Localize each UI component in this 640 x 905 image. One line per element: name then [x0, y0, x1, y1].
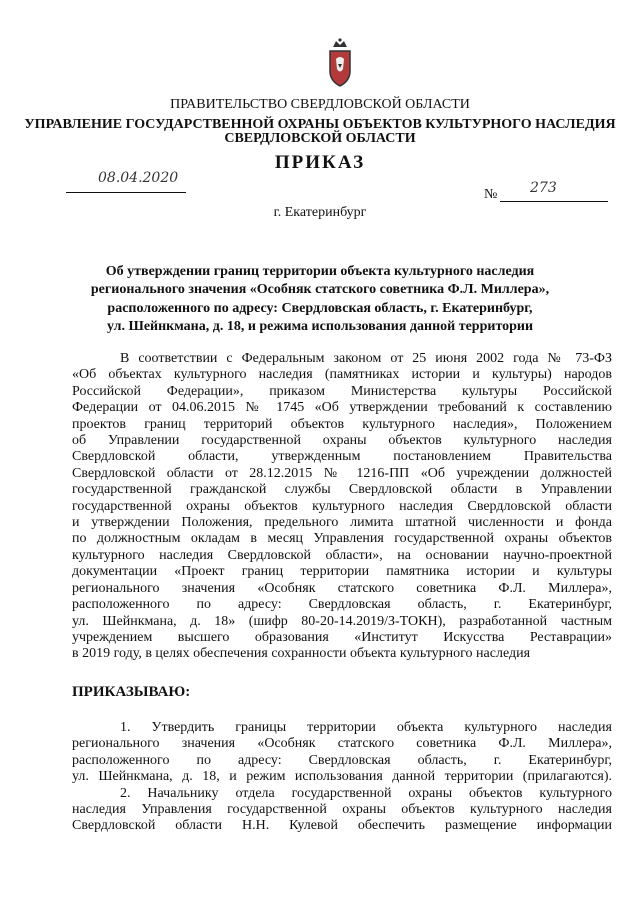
preamble-line: государственной охраны объектов культурного наследия Свердловской области — [72, 498, 612, 514]
preamble-line: В соответствии с Федеральным законом от 25 июня 2002 года № 73-ФЗ — [120, 351, 612, 366]
item-line: регионального значения «Особняк статского советника Ф.Л. Миллера», — [72, 736, 612, 752]
preamble-line: Федерации от 04.06.2015 № 1745 «Об утверждении требований к составлению — [72, 400, 612, 416]
preamble-line: проектов границ территорий объектов культурного наследия», Положением — [72, 416, 612, 432]
number-field — [500, 180, 608, 202]
handwritten-number: 273 — [530, 180, 557, 196]
order-heading: ПРИКАЗЫВАЮ: — [72, 684, 191, 700]
title-line: ул. Шейнкмана, д. 18, и режима использования данной территории — [106, 318, 534, 334]
preamble-line: государственной гражданской службы Свердловской области в Управлении — [72, 482, 612, 498]
item-line: 2. Начальнику отдела государственной охраны объектов культурного — [120, 785, 612, 801]
preamble-line: в 2019 году, в целях обеспечения сохранности объекта культурного наследия — [72, 646, 531, 662]
item-line: расположенного по адресу: Свердловская область, г. Екатеринбург, — [72, 752, 612, 768]
preamble-line: и утверждении Положения, предельного лимита штатной численности и фонда — [72, 515, 612, 531]
order-items — [72, 720, 612, 835]
coat-of-arms-icon — [327, 37, 353, 89]
preamble-paragraph — [72, 351, 612, 663]
preamble-line: культурного наследия Свердловской области», на основании научно-проектной — [72, 547, 612, 563]
department-line: УПРАВЛЕНИЕ ГОСУДАРСТВЕННОЙ ОХРАНЫ ОБЪЕКТОВ КУЛЬТУРНОГО НАСЛЕДИЯ — [24, 117, 616, 132]
preamble-line: ул. Шейнкмана, д. 18» (шифр 80-20-14.2019/З-ТОКН), разработанной частным — [72, 613, 612, 629]
department-name — [0, 118, 640, 146]
handwritten-date: 08.04.2020 — [98, 170, 179, 186]
date-field — [66, 170, 186, 193]
title-line: Об утверждении границ территории объекта культурного наследия — [105, 264, 535, 279]
item-line: наследия Управления государственной охраны объектов культурного наследия — [72, 802, 612, 818]
preamble-line: по должностным окладам в месяц Управления государственной охраны объектов — [72, 531, 612, 547]
title-line: регионального значения «Особняк статского советника Ф.Л. Миллера», — [90, 282, 550, 298]
government-name: ПРАВИТЕЛЬСТВО СВЕРДЛОВСКОЙ ОБЛАСТИ — [170, 97, 470, 112]
preamble-line: документации «Проект границ территории памятника истории и культуры — [72, 564, 612, 580]
number-label: № — [484, 187, 498, 202]
title-line: расположенного по адресу: Свердловская область, г. Екатеринбург, — [107, 300, 533, 316]
item-line: ул. Шейнкмана, д. 18, и режим использования данной территории (прилагаются). — [72, 769, 612, 785]
document-title — [0, 263, 640, 336]
preamble-line: «Об объектах культурного наследия (памятниках истории и культуры) народов — [72, 367, 612, 383]
item-line: 1. Утвердить границы территории объекта культурного наследия — [120, 720, 612, 735]
preamble-line: Свердловской области от 28.12.2015 № 1216-ПП «Об учреждении должностей — [72, 465, 612, 481]
item-line: Свердловской области Н.Н. Кулевой обеспечить размещение информации — [72, 818, 612, 834]
preamble-line: об Управлении государственной охраны объектов культурного наследия — [72, 433, 612, 449]
preamble-line: расположенного по адресу: Свердловская область, г. Екатеринбург, — [72, 597, 612, 613]
preamble-line: Свердловской области, утвержденным постановлением Правительства — [72, 449, 612, 465]
city: г. Екатеринбург — [273, 205, 367, 220]
department-line: СВЕРДЛОВСКОЙ ОБЛАСТИ — [224, 131, 416, 146]
preamble-line: учреждением высшего образования «Институт Искусства Реставрации» — [72, 629, 612, 645]
preamble-line: регионального значения «Особняк статского советника Ф.Л. Миллера», — [72, 580, 612, 596]
document-type: ПРИКАЗ — [274, 152, 366, 173]
preamble-line: Российской Федерации», приказом Министерства культуры Российской — [72, 383, 612, 399]
